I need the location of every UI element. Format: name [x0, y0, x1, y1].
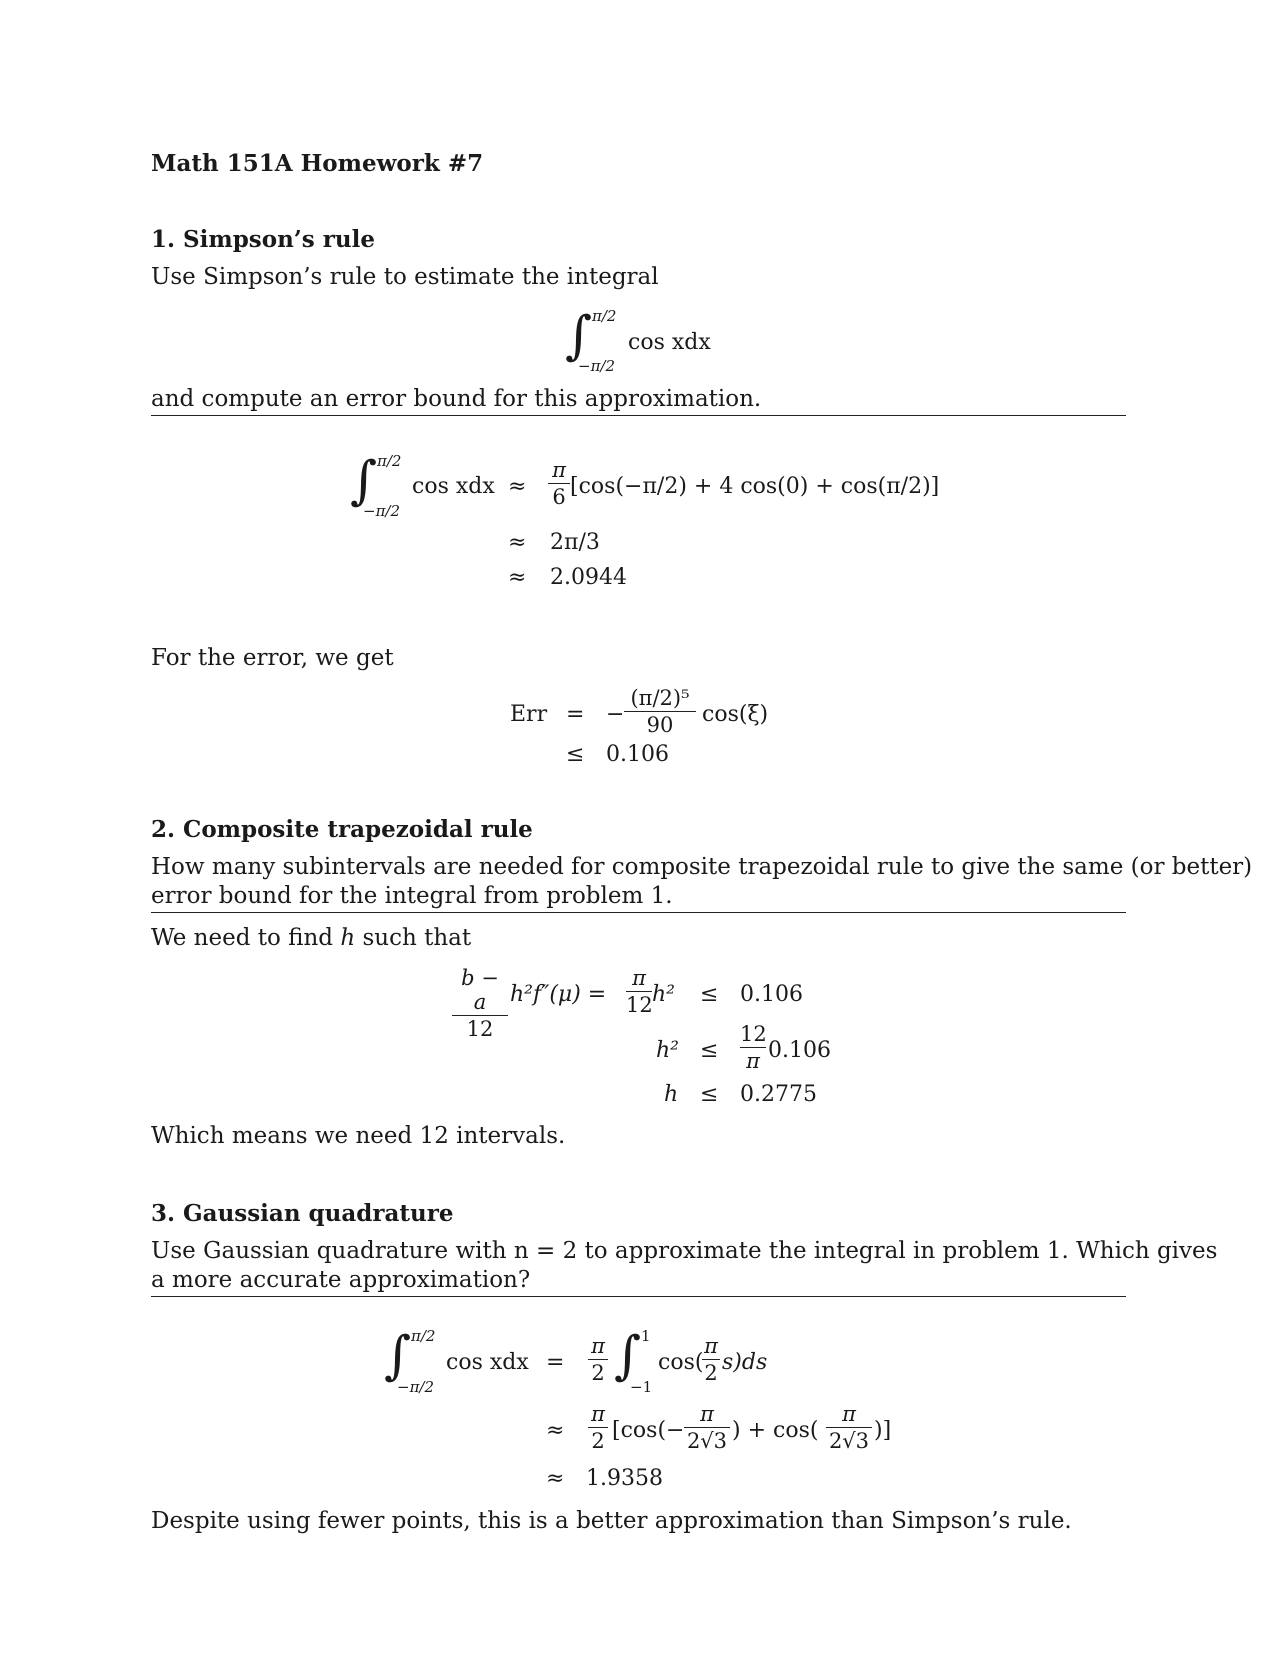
- problem-2-prompt: How many subintervals are needed for composite trapezoidal rule to give the same (or better): [151, 854, 1253, 880]
- integrand: cos xdx: [628, 330, 711, 355]
- numerator: π: [591, 1334, 605, 1358]
- fraction-bar: [548, 483, 570, 484]
- problem-2-heading: 2. Composite trapezoidal rule: [151, 816, 533, 843]
- numerator: π: [704, 1334, 718, 1358]
- h2-fmu: h²f″(μ) =: [510, 982, 607, 1007]
- lower-limit: −π/2: [397, 1378, 435, 1396]
- divider: [151, 1296, 1126, 1297]
- err-label: Err: [510, 702, 548, 727]
- problem-3-prompt: Use Gaussian quadrature with n = 2 to approximate the integral in problem 1. Which gives: [151, 1238, 1218, 1264]
- integral-sign: ∫: [614, 1326, 642, 1386]
- integral-sign: ∫: [350, 451, 378, 511]
- numerator: π: [700, 1402, 714, 1426]
- fraction-bar: [740, 1047, 766, 1048]
- integrand: cos xdx: [446, 1350, 529, 1375]
- h-variable: h: [340, 925, 356, 951]
- intro-pre: We need to find: [151, 925, 341, 951]
- denominator: 12: [466, 1017, 494, 1041]
- cos-xi: cos(ξ): [702, 702, 769, 727]
- fraction-bar: [588, 1427, 608, 1428]
- lower-limit: −π/2: [578, 357, 616, 375]
- denominator: 2√3: [686, 1429, 728, 1453]
- fraction-bar: [452, 1015, 508, 1016]
- numerator: π: [591, 1402, 605, 1426]
- minus-sign: −: [606, 702, 625, 727]
- problem-3-prompt-2: a more accurate approximation?: [151, 1267, 531, 1293]
- leq-symbol: ≤: [700, 982, 719, 1007]
- error-bound-value: 0.106: [606, 742, 669, 767]
- problem-1-heading: 1. Simpson’s rule: [151, 226, 375, 253]
- fraction-bar: [588, 1359, 608, 1360]
- numerator: 12: [740, 1022, 767, 1046]
- bound-value: 0.106: [768, 1038, 831, 1063]
- upper-limit: 1: [641, 1327, 651, 1345]
- numerator: π: [632, 966, 646, 990]
- pi-over-2: [702, 1334, 720, 1385]
- h-squared: h²: [656, 1038, 679, 1063]
- denominator: 2: [591, 1429, 605, 1453]
- problem-3-heading: 3. Gaussian quadrature: [151, 1200, 454, 1227]
- gauss-result: 1.9358: [586, 1466, 663, 1491]
- simpson-value-decimal: 2.0944: [550, 565, 627, 590]
- lower-limit: −π/2: [363, 502, 401, 520]
- integrand: cos xdx: [412, 474, 495, 499]
- problem-1-prompt-2: and compute an error bound for this approximation.: [151, 386, 762, 412]
- denominator: 6: [552, 485, 566, 509]
- divider: [151, 415, 1126, 416]
- fraction-bar: [826, 1427, 872, 1428]
- problem-2-prompt-2: error bound for the integral from problem 1.: [151, 883, 673, 909]
- h-variable: h: [664, 1082, 679, 1107]
- b-minus-a-over-12: [452, 966, 508, 1041]
- fraction-bar: [684, 1427, 730, 1428]
- denominator: 12: [626, 993, 653, 1017]
- problem-2-intro: [151, 925, 471, 951]
- upper-limit: π/2: [411, 1327, 436, 1345]
- upper-limit: π/2: [377, 452, 402, 470]
- simpson-bracket: [cos(−π/2) + 4 cos(0) + cos(π/2)]: [570, 474, 940, 499]
- problem-3-conclusion: Despite using fewer points, this is a better approximation than Simpson’s rule.: [151, 1508, 1072, 1534]
- plus-cos: ) + cos(: [732, 1418, 819, 1443]
- denominator: π: [746, 1049, 760, 1073]
- problem-2-conclusion: Which means we need 12 intervals.: [151, 1123, 566, 1149]
- error-fraction: [624, 686, 696, 737]
- simpson-value-exact: 2π/3: [550, 530, 600, 555]
- problem-1-prompt: Use Simpson’s rule to estimate the integral: [151, 264, 659, 290]
- approx-symbol: ≈: [508, 474, 527, 499]
- approx-symbol: ≈: [508, 530, 527, 555]
- pi-over-12: [626, 966, 652, 1017]
- lower-limit: −1: [630, 1378, 653, 1396]
- upper-limit: π/2: [592, 307, 617, 325]
- cos-open: cos(: [658, 1350, 704, 1375]
- numerator: π: [842, 1402, 856, 1426]
- h-squared: h²: [652, 982, 675, 1007]
- fraction-bar: [702, 1359, 720, 1360]
- bracket-close: )]: [874, 1418, 892, 1443]
- numerator: b − a: [461, 966, 499, 1014]
- denominator: 90: [646, 713, 674, 737]
- page-title: Math 151A Homework #7: [151, 150, 484, 177]
- integral-sign: ∫: [565, 306, 593, 366]
- pi-over-6: [548, 458, 570, 509]
- error-intro: For the error, we get: [151, 645, 394, 671]
- twelve-over-pi: [740, 1022, 766, 1073]
- denominator: 2: [591, 1361, 605, 1385]
- fraction-bar: [624, 711, 696, 712]
- equals-symbol: =: [546, 1350, 565, 1375]
- pi-over-2: [588, 1334, 608, 1385]
- approx-symbol: ≈: [508, 565, 527, 590]
- denominator: 2: [704, 1361, 718, 1385]
- bracket-open: [cos(−: [612, 1418, 685, 1443]
- divider: [151, 912, 1126, 913]
- intro-post: such that: [355, 925, 472, 951]
- denominator: 2√3: [828, 1429, 870, 1453]
- leq-symbol: ≤: [700, 1082, 719, 1107]
- h-bound-value: 0.2775: [740, 1082, 817, 1107]
- pi-over-2-sqrt3: [826, 1402, 872, 1453]
- leq-symbol: ≤: [700, 1038, 719, 1063]
- integral-sign: ∫: [384, 1326, 412, 1386]
- s-ds: s)ds: [722, 1350, 768, 1375]
- numerator: (π/2)⁵: [630, 686, 690, 710]
- pi-over-2-sqrt3: [684, 1402, 730, 1453]
- numerator: π: [552, 458, 566, 482]
- approx-symbol: ≈: [546, 1466, 565, 1491]
- bound-value: 0.106: [740, 982, 803, 1007]
- approx-symbol: ≈: [546, 1418, 565, 1443]
- fraction-bar: [626, 991, 652, 992]
- leq-symbol: ≤: [566, 742, 585, 767]
- pi-over-2: [588, 1402, 608, 1453]
- equals-symbol: =: [566, 702, 585, 727]
